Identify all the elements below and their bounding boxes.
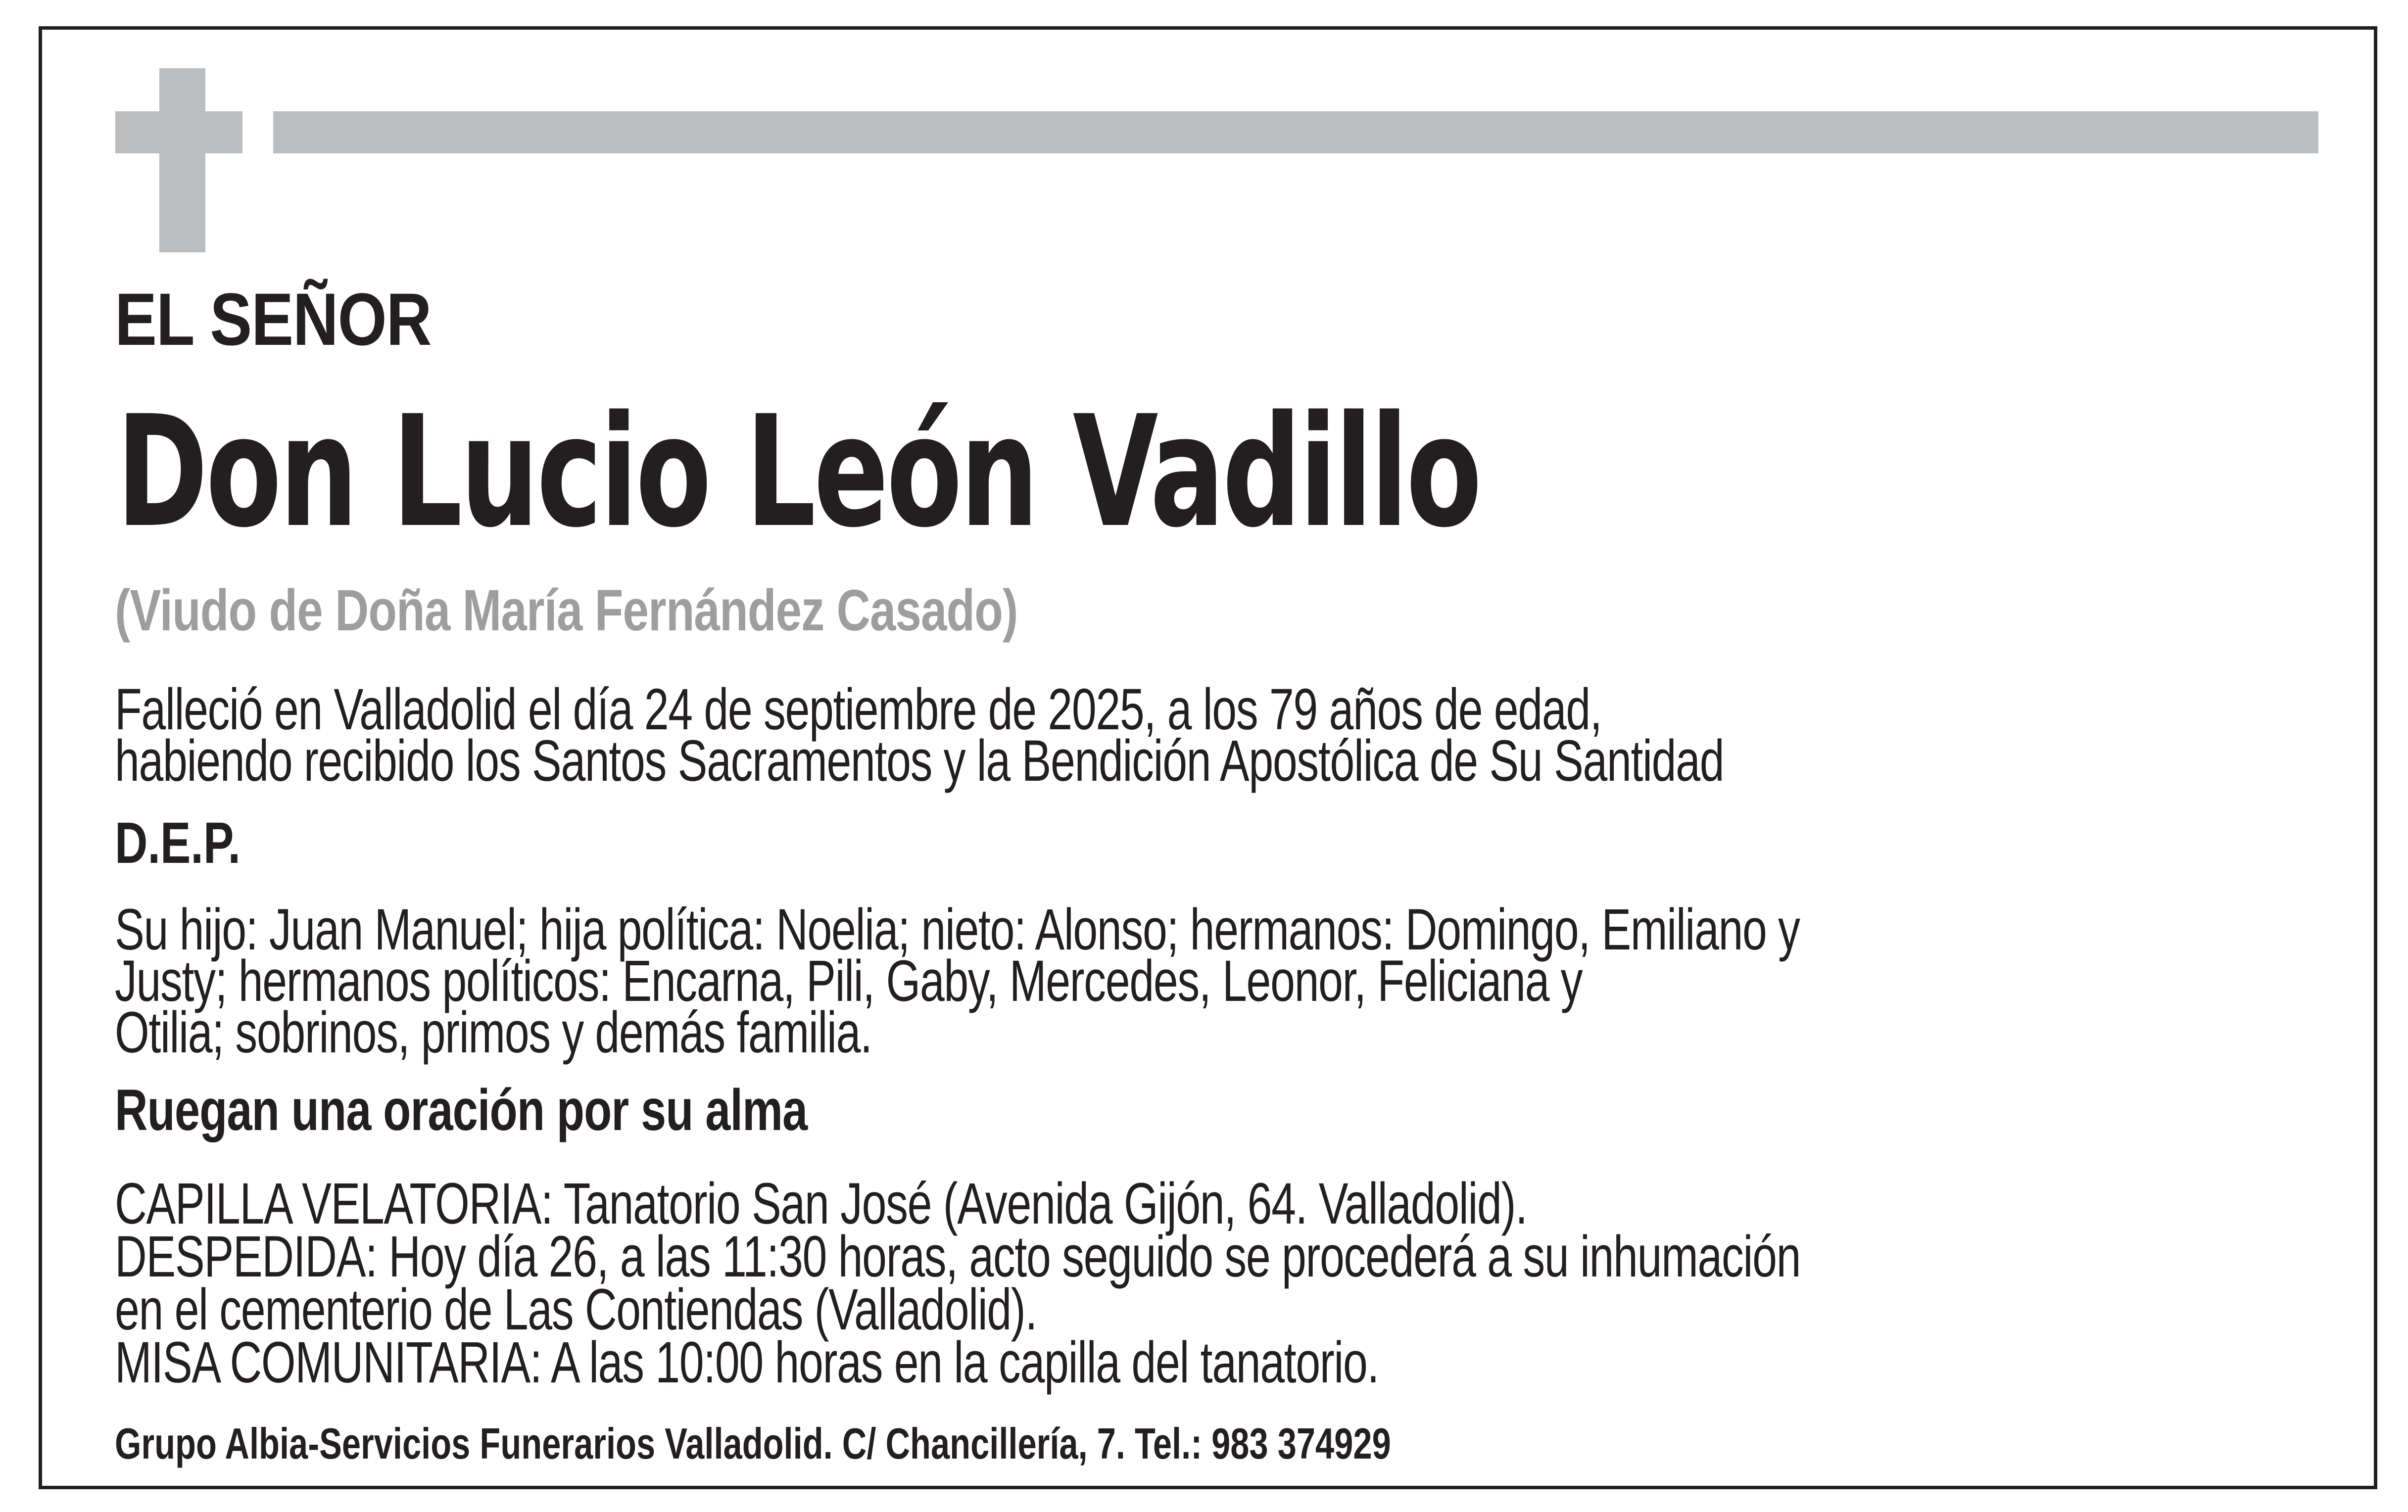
latin-cross-icon — [115, 111, 242, 153]
rip-abbreviation: D.E.P. — [115, 810, 241, 876]
honorific-label: EL SEÑOR — [115, 278, 432, 361]
family-line: Su hijo: Juan Manuel; hija política: Noelia; nieto: Alonso; hermanos: Domingo, Emiliano y — [115, 897, 1800, 962]
obituary-card — [39, 26, 2377, 1489]
latin-cross-icon — [159, 68, 205, 252]
family-paragraph — [115, 897, 1800, 1065]
prayer-request: Ruegan una oración por su alma — [115, 1078, 808, 1143]
service-details-paragraph — [115, 1171, 1801, 1395]
family-line: Justy; hermanos políticos: Encarna, Pili, Gaby, Mercedes, Leonor, Feliciana y — [115, 948, 1583, 1014]
header-rule — [273, 111, 2318, 153]
death-notice-line: habiendo recibido los Santos Sacramentos y la Bendición Apostólica de Su Santidad — [115, 728, 1724, 794]
service-line-chapel: CAPILLA VELATORIA: Tanatorio San José (Avenida Gijón, 64. Valladolid). — [115, 1171, 1527, 1236]
deceased-name: Don Lucio León Vadillo — [116, 383, 1480, 562]
family-line: Otilia; sobrinos, primos y demás familia. — [115, 1000, 872, 1065]
service-line-cemetery: en el cementerio de Las Contiendas (Valladolid). — [115, 1277, 1037, 1342]
service-line-farewell: DESPEDIDA: Hoy día 26, a las 11:30 horas, acto seguido se procederá a su inhumación — [115, 1224, 1801, 1289]
deceased-subtitle: (Viudo de Doña María Fernández Casado) — [115, 578, 1018, 643]
death-notice-line: Falleció en Valladolid el día 24 de septiembre de 2025, a los 79 años de edad, — [115, 677, 1602, 742]
death-notice-paragraph — [115, 677, 1724, 794]
service-line-mass: MISA COMUNITARIA: A las 10:00 horas en la capilla del tanatorio. — [115, 1330, 1379, 1395]
funeral-home-info: Grupo Albia-Servicios Funerarios Valladolid. C/ Chancillería, 7. Tel.: 983 374929 — [115, 1419, 1391, 1468]
